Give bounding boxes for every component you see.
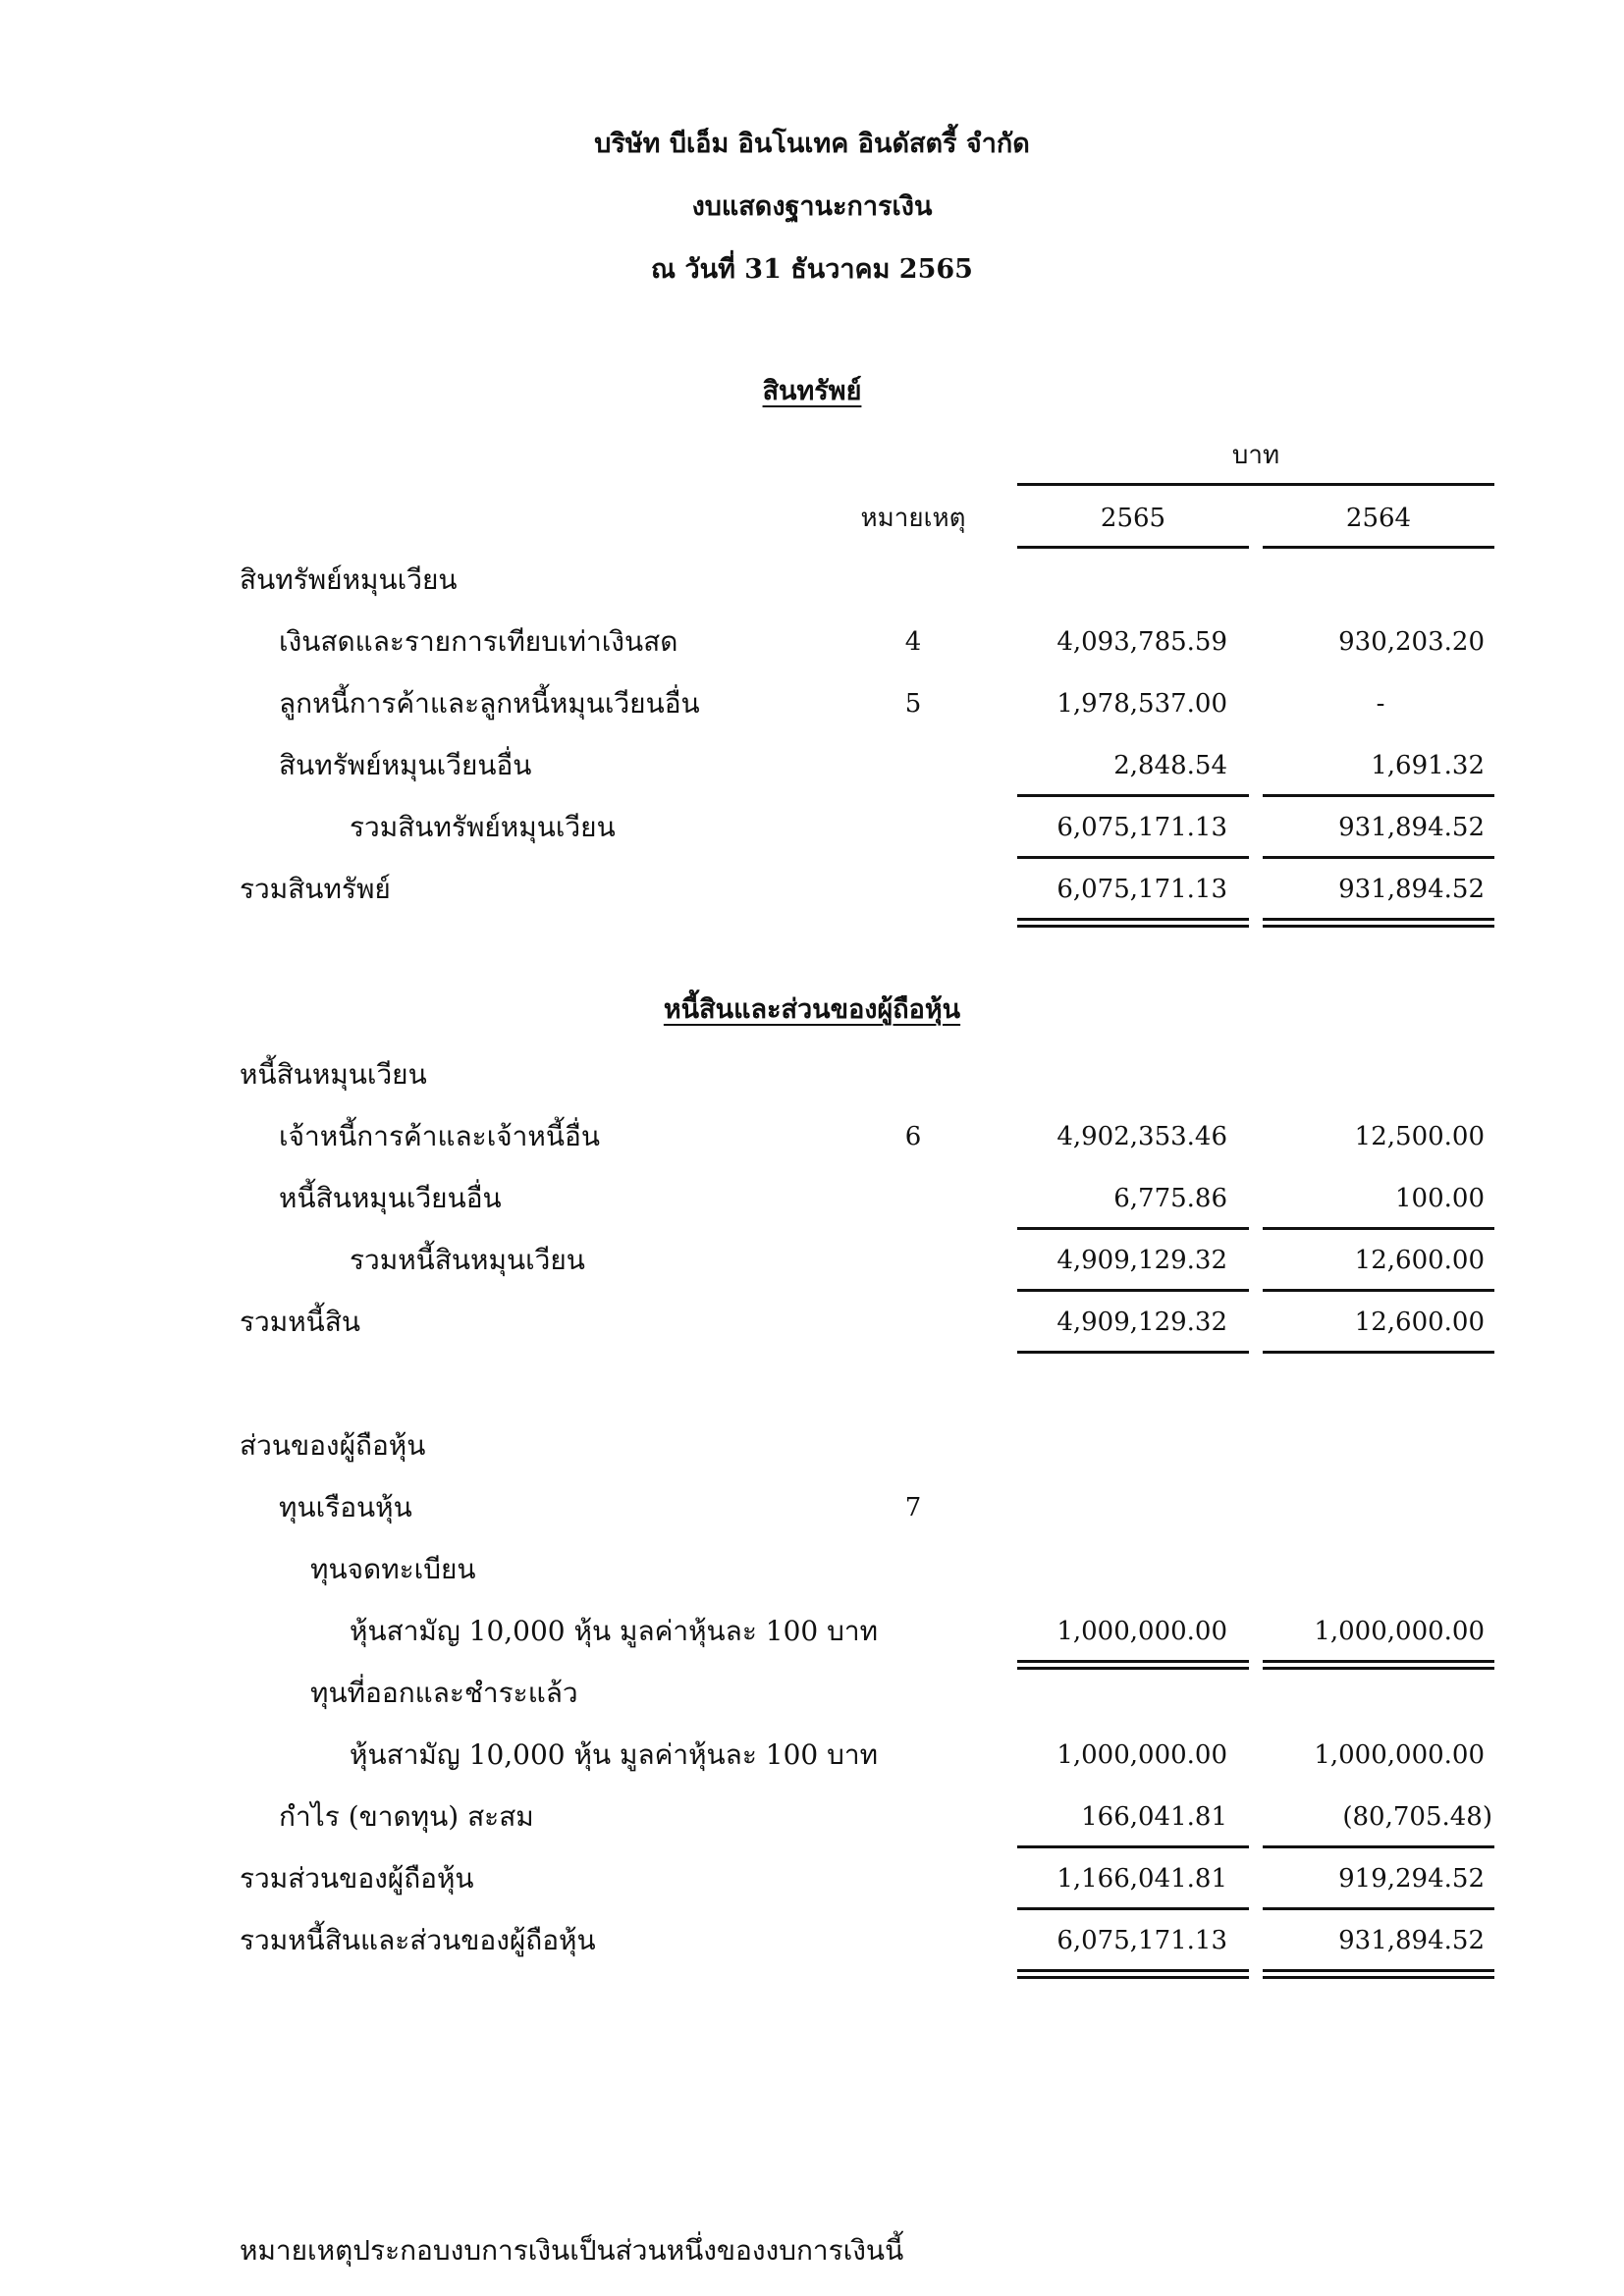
row-value-2564: 930,203.20	[1338, 627, 1485, 657]
year-prior-header: 2564	[1345, 504, 1412, 533]
row-value-2564: (80,705.48)	[1342, 1802, 1492, 1832]
row-value-2565: 6,075,171.13	[1056, 1926, 1227, 1955]
issued-capital-row	[0, 1663, 1624, 1724]
authorized-capital-row	[0, 1539, 1624, 1600]
double-underline	[1017, 1969, 1249, 1979]
row-value-2565: 6,075,171.13	[1056, 813, 1227, 842]
row-value-2564: 931,894.52	[1338, 813, 1485, 842]
statement-date: ณ วันที่ 31 ธันวาคม 2565	[651, 254, 973, 285]
row-value-2564: -	[1376, 689, 1385, 719]
row-value-2565: 6,775.86	[1113, 1184, 1227, 1213]
row-label: กำไร (ขาดทุน) สะสม	[279, 1800, 534, 1833]
row-value-2564: 1,000,000.00	[1314, 1617, 1485, 1646]
row-value-2564: 12,600.00	[1354, 1246, 1485, 1275]
currency-header: บาท	[1231, 441, 1280, 470]
row-note: 4	[904, 627, 922, 657]
row-label: สินทรัพย์หมุนเวียนอื่น	[279, 749, 532, 781]
double-underline	[1017, 918, 1249, 928]
table-row	[0, 612, 1624, 672]
row-value-2565: 2,848.54	[1113, 751, 1227, 780]
double-underline	[1263, 918, 1494, 928]
retained-earnings-row	[0, 1787, 1624, 1847]
assets-heading: สินทรัพย์	[762, 376, 862, 406]
row-value-2564: 1,691.32	[1371, 751, 1485, 780]
equity-heading-row	[0, 1415, 1624, 1476]
total-liabilities-equity-row	[0, 1910, 1624, 1971]
current-assets-heading-row	[0, 550, 1624, 611]
total-equity-row	[0, 1848, 1624, 1909]
row-label: รวมส่วนของผู้ถือหุ้น	[240, 1862, 474, 1895]
total-assets-row	[0, 859, 1624, 920]
row-value-2565: 4,909,129.32	[1056, 1308, 1227, 1337]
row-value-2565: 166,041.81	[1081, 1802, 1227, 1832]
row-value-2565: 1,978,537.00	[1056, 689, 1227, 719]
row-label: หนี้สินหมุนเวียนอื่น	[279, 1182, 502, 1214]
row-label: หุ้นสามัญ 10,000 หุ้น มูลค่าหุ้นละ 100 บาท	[350, 1615, 879, 1647]
year-current-underline	[1017, 546, 1249, 549]
table-row	[0, 673, 1624, 734]
row-note: 7	[904, 1493, 922, 1522]
row-value-2564: 1,000,000.00	[1314, 1740, 1485, 1770]
row-value-2565: 1,000,000.00	[1056, 1740, 1227, 1770]
row-value-2564: 12,500.00	[1354, 1122, 1485, 1151]
share-capital-row	[0, 1477, 1624, 1538]
row-value-2564: 12,600.00	[1354, 1308, 1485, 1337]
row-label: รวมหนี้สิน	[240, 1306, 361, 1338]
authorized-shares-row	[0, 1601, 1624, 1662]
row-value-2565: 1,166,041.81	[1056, 1864, 1227, 1894]
current-liabilities-heading: หนี้สินหมุนเวียน	[240, 1058, 427, 1091]
row-label: เจ้าหนี้การค้าและเจ้าหนี้อื่น	[279, 1120, 600, 1152]
liabilities-heading: หนี้สินและส่วนของผู้ถือหุ้น	[663, 994, 961, 1025]
row-value-2564: 931,894.52	[1338, 875, 1485, 904]
total-rule	[1263, 1351, 1494, 1354]
row-value-2565: 4,909,129.32	[1056, 1246, 1227, 1275]
row-label: ทุนเรือนหุ้น	[279, 1491, 412, 1523]
row-value-2565: 4,093,785.59	[1056, 627, 1227, 657]
current-assets-heading: สินทรัพย์หมุนเวียน	[240, 563, 458, 596]
total-liabilities-row	[0, 1292, 1624, 1353]
row-label: รวมสินทรัพย์หมุนเวียน	[350, 811, 616, 843]
note-column-header: หมายเหตุ	[860, 504, 966, 533]
total-rule	[1017, 1351, 1249, 1354]
table-row	[0, 735, 1624, 796]
row-label: ทุนที่ออกและชำระแล้ว	[310, 1677, 578, 1709]
row-value-2565: 1,000,000.00	[1056, 1617, 1227, 1646]
footer-note: หมายเหตุประกอบงบการเงินเป็นส่วนหนึ่งของงบการเงินนี้	[240, 2234, 904, 2267]
equity-heading: ส่วนของผู้ถือหุ้น	[240, 1429, 426, 1462]
current-liabilities-heading-row	[0, 1044, 1624, 1105]
row-value-2564: 931,894.52	[1338, 1926, 1485, 1955]
row-label: เงินสดและรายการเทียบเท่าเงินสด	[279, 625, 678, 658]
total-current-liabilities-row	[0, 1230, 1624, 1291]
table-row	[0, 1106, 1624, 1167]
year-prior-underline	[1263, 546, 1494, 549]
table-row	[0, 1168, 1624, 1229]
row-value-2565: 6,075,171.13	[1056, 875, 1227, 904]
total-current-assets-row	[0, 797, 1624, 858]
statement-title: งบแสดงฐานะการเงิน	[691, 191, 933, 222]
row-label: ทุนจดทะเบียน	[310, 1553, 476, 1585]
issued-shares-row	[0, 1725, 1624, 1786]
row-label: ลูกหนี้การค้าและลูกหนี้หมุนเวียนอื่น	[279, 687, 700, 720]
row-note: 6	[904, 1122, 922, 1151]
double-underline	[1263, 1969, 1494, 1979]
row-value-2565: 4,902,353.46	[1056, 1122, 1227, 1151]
row-label: รวมสินทรัพย์	[240, 873, 391, 905]
row-label: รวมหนี้สินและส่วนของผู้ถือหุ้น	[240, 1924, 596, 1956]
row-value-2564: 100.00	[1395, 1184, 1485, 1213]
row-note: 5	[904, 689, 922, 719]
company-name: บริษัท บีเอ็ม อินโนเทค อินดัสตรี้ จำกัด	[594, 129, 1030, 159]
year-current-header: 2565	[1100, 504, 1166, 533]
row-value-2564: 919,294.52	[1338, 1864, 1485, 1894]
currency-underline	[1017, 483, 1494, 486]
row-label: รวมหนี้สินหมุนเวียน	[350, 1244, 585, 1276]
row-label: หุ้นสามัญ 10,000 หุ้น มูลค่าหุ้นละ 100 บาท	[350, 1738, 879, 1771]
